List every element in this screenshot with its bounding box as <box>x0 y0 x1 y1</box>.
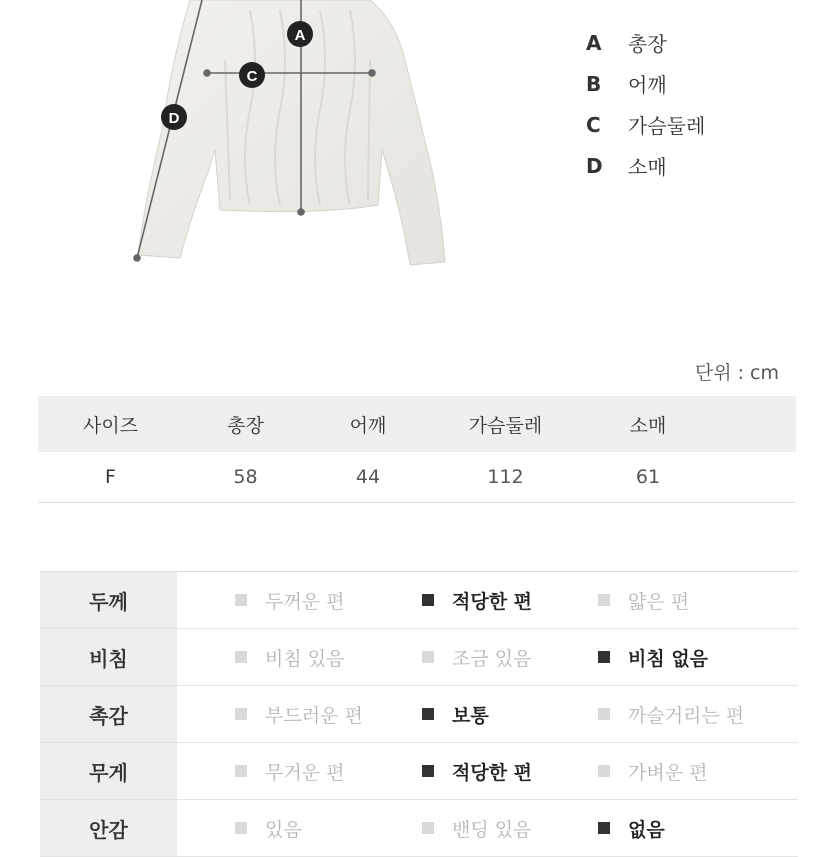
header-cell: 사이즈 <box>82 414 139 437</box>
checkbox-square-icon <box>598 651 610 663</box>
checkbox-square-icon <box>598 594 610 606</box>
fabric-feel-table <box>40 571 798 857</box>
checkbox-square-icon <box>235 765 247 777</box>
legend-label: 총장 <box>628 32 667 56</box>
feel-option: 있음 <box>235 800 302 856</box>
size-table <box>38 396 796 503</box>
feel-option: 비침 있음 <box>235 629 344 685</box>
unit-label: 단위 : cm <box>694 362 779 384</box>
feel-row-texture <box>40 686 798 743</box>
legend-key: B <box>586 71 602 96</box>
feel-label: 두께 <box>40 572 177 628</box>
feel-option: 가벼운 편 <box>598 743 707 799</box>
feel-option: 없음 <box>598 800 665 856</box>
checkbox-square-icon <box>422 765 434 777</box>
legend-key: C <box>586 112 601 137</box>
feel-option: 비침 없음 <box>598 629 708 685</box>
checkbox-square-icon <box>598 765 610 777</box>
feel-row-weight <box>40 743 798 800</box>
feel-option: 적당한 편 <box>422 743 532 799</box>
feel-label: 안감 <box>40 800 177 856</box>
checkbox-square-icon <box>422 594 434 606</box>
legend-key: D <box>586 153 603 178</box>
feel-row-lining <box>40 800 798 857</box>
header-cell: 가슴둘레 <box>468 414 543 437</box>
checkbox-square-icon <box>598 822 610 834</box>
table-cell: 61 <box>635 466 661 488</box>
size-table-header <box>38 396 796 452</box>
feel-option: 무거운 편 <box>235 743 344 799</box>
svg-text:C: C <box>246 68 258 85</box>
measurement-legend <box>586 22 705 186</box>
checkbox-square-icon <box>235 594 247 606</box>
legend-item <box>586 145 705 186</box>
feel-option: 부드러운 편 <box>235 686 363 742</box>
checkbox-square-icon <box>598 708 610 720</box>
table-cell: 44 <box>355 466 381 488</box>
feel-label: 비침 <box>40 629 177 685</box>
feel-row-sheerness <box>40 629 798 686</box>
checkbox-square-icon <box>422 822 434 834</box>
legend-key: A <box>586 30 602 55</box>
checkbox-square-icon <box>235 651 247 663</box>
svg-text:D: D <box>168 110 180 127</box>
svg-text:A: A <box>294 27 306 44</box>
checkbox-square-icon <box>422 708 434 720</box>
table-cell: 58 <box>233 466 258 488</box>
table-cell: 112 <box>487 466 524 488</box>
checkbox-square-icon <box>235 822 247 834</box>
header-cell: 총장 <box>227 414 264 437</box>
legend-label: 어깨 <box>628 73 667 97</box>
feel-row-thickness <box>40 572 798 629</box>
feel-option: 조금 있음 <box>422 629 531 685</box>
table-row <box>38 452 796 503</box>
header-cell: 어깨 <box>349 414 387 437</box>
feel-label: 무게 <box>40 743 177 799</box>
marker-d <box>161 104 187 130</box>
legend-label: 소매 <box>628 155 667 179</box>
feel-option: 까슬거리는 편 <box>598 686 744 742</box>
feel-option: 보통 <box>422 686 489 742</box>
legend-item <box>586 63 705 104</box>
feel-option: 적당한 편 <box>422 572 532 628</box>
checkbox-square-icon <box>422 651 434 663</box>
sweater-illustration <box>120 0 450 300</box>
table-cell: F <box>105 466 116 488</box>
header-cell: 소매 <box>629 414 667 437</box>
marker-c <box>239 62 265 88</box>
feel-label: 촉감 <box>40 686 177 742</box>
checkbox-square-icon <box>235 708 247 720</box>
marker-a <box>287 21 313 47</box>
legend-item <box>586 104 705 145</box>
legend-label: 가슴둘레 <box>628 114 706 138</box>
legend-item <box>586 22 705 63</box>
feel-option: 밴딩 있음 <box>422 800 531 856</box>
feel-option: 얇은 편 <box>598 572 689 628</box>
feel-option: 두꺼운 편 <box>235 572 344 628</box>
